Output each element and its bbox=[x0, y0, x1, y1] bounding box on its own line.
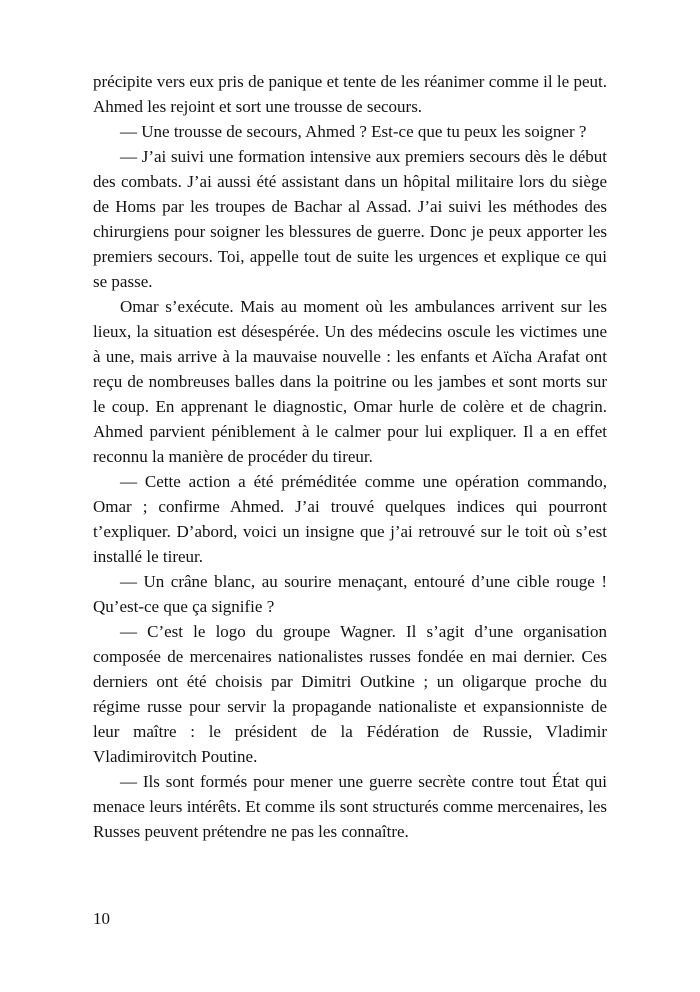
body-text bbox=[93, 69, 607, 844]
paragraph-dialogue: — J’ai suivi une formation intensive aux premiers secours dès le début des combats. J’ai aussi été assistant dans un hôpital militaire lors du siège de Homs par les troupes de Bachar al Assad. J’ai suivi les méthodes des chirurgiens pour soigner les blessures de guerre. Donc je peux apporter les premiers secours. Toi, appelle tout de suite les urgences et explique ce qui se passe. bbox=[93, 147, 607, 291]
paragraph-dialogue: — Cette action a été préméditée comme une opération commando, Omar ; confirme Ahmed. J’ai trouvé quelques indices qui pourront t’expliquer. D’abord, voici un insigne que j’ai retrouvé sur le toit où s’est installé le tireur. bbox=[93, 472, 607, 566]
page-number: 10 bbox=[93, 909, 110, 928]
paragraph-dialogue: — C’est le logo du groupe Wagner. Il s’agit d’une organisation composée de mercenaires nationalistes russes fondée en mai dernier. Ces derniers ont été choisis par Dimitri Outkine ; un oligarque proche du régime russe pour servir la propagande nationaliste et expansionniste de leur maître : le président de la Fédération de Russie, Vladimir Vladimirovitch Poutine. bbox=[93, 622, 607, 766]
paragraph-dialogue: — Une trousse de secours, Ahmed ? Est-ce que tu peux les soigner ? bbox=[120, 122, 587, 141]
paragraph-continuation: précipite vers eux pris de panique et tente de les réanimer comme il le peut. Ahmed les rejoint et sort une trousse de secours. bbox=[93, 72, 607, 116]
paragraph-dialogue: — Ils sont formés pour mener une guerre secrète contre tout État qui menace leurs intérêts. Et comme ils sont structurés comme mercenaires, les Russes peuvent prétendre ne pas les connaître. bbox=[93, 772, 607, 841]
paragraph-narration: Omar s’exécute. Mais au moment où les ambulances arrivent sur les lieux, la situation est désespérée. Un des médecins oscule les victimes une à une, mais arrive à la mauvaise nouvelle : les enfants et Aïcha Arafat ont reçu de nombreuses balles dans la poitrine ou les jambes et sont morts sur le coup. En apprenant le diagnostic, Omar hurle de colère et de chagrin. Ahmed parvient péniblement à le calmer pour lui expliquer. Il a en effet reconnu la manière de procéder du tireur. bbox=[93, 297, 607, 466]
paragraph-dialogue: — Un crâne blanc, au sourire menaçant, entouré d’une cible rouge ! Qu’est-ce que ça signifie ? bbox=[93, 572, 607, 616]
